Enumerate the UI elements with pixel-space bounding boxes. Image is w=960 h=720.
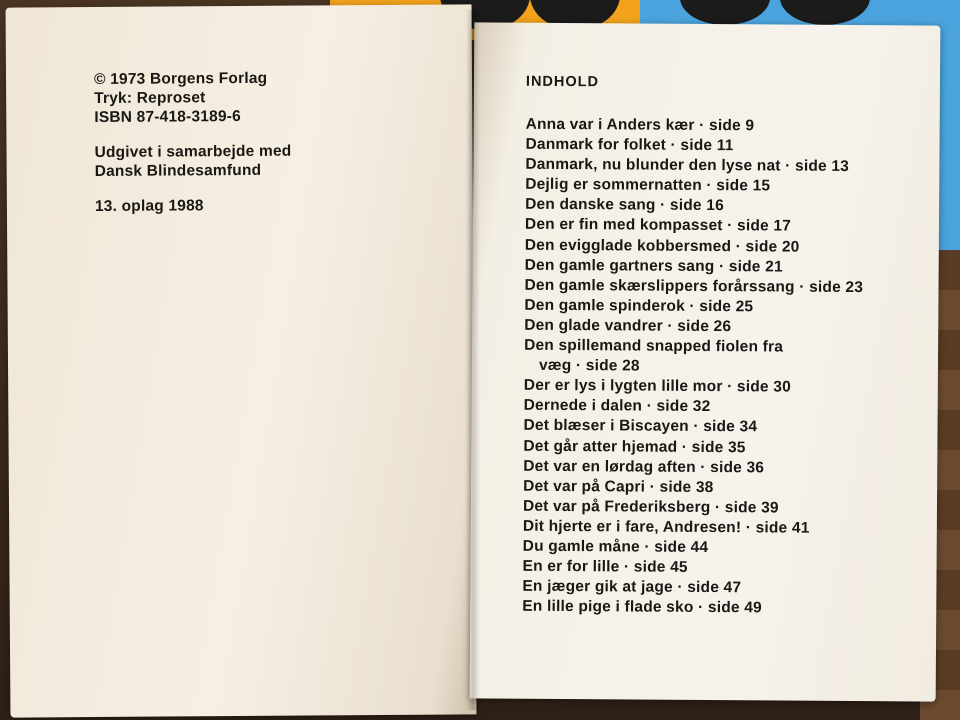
- toc-entry: Den gamle spinderok · side 25: [524, 296, 754, 316]
- toc-entry: Den er fin med kompasset · side 17: [524, 216, 792, 236]
- toc-entry: Det var på Capri · side 38: [523, 477, 714, 496]
- toc-entry: En er for lille · side 45: [522, 557, 688, 576]
- toc-entry: Det var en lørdag aften · side 36: [523, 457, 765, 477]
- toc-entry: Det var på Frederiksberg · side 39: [522, 497, 779, 517]
- toc-entry: En lille pige i flade sko · side 49: [522, 597, 762, 617]
- table-of-contents: [522, 73, 864, 620]
- toc-entry: Danmark for folket · side 11: [525, 135, 734, 155]
- cooperation-line: Udgivet i samarbejde med: [94, 142, 292, 162]
- edition-line: 13. oplag 1988: [94, 197, 204, 216]
- toc-entry: Den evigglade kobbersmed · side 20: [524, 236, 800, 256]
- toc-entry: Du gamle måne · side 44: [522, 537, 709, 556]
- toc-entry: Der er lys i lygten lille mor · side 30: [523, 376, 791, 396]
- toc-heading: INDHOLD: [525, 73, 600, 91]
- imprint-block: [94, 69, 292, 216]
- toc-entry: Dejlig er sommernatten · side 15: [525, 176, 771, 195]
- cooperation-line: Dansk Blindesamfund: [94, 161, 262, 181]
- imprint-line: ISBN 87-418-3189-6: [94, 107, 241, 127]
- toc-entry: Dernede i dalen · side 32: [523, 397, 711, 416]
- toc-entry: Den gamle gartners sang · side 21: [524, 256, 783, 276]
- imprint-line: © 1973 Borgens Forlag: [93, 69, 268, 89]
- toc-entry: Den glade vandrer · side 26: [524, 316, 732, 336]
- toc-entry: Dit hjerte er i fare, Andresen! · side 41: [522, 517, 810, 537]
- book-spine: [466, 10, 480, 710]
- toc-entry: Den danske sang · side 16: [525, 196, 724, 215]
- toc-entry-continued: væg · side 28: [538, 356, 640, 375]
- toc-entry: Det blæser i Biscayen · side 34: [523, 417, 758, 436]
- toc-entry: Det går atter hjemad · side 35: [523, 437, 746, 456]
- toc-entry: Den gamle skærslippers forårssang · side 23: [524, 276, 864, 296]
- toc-entry: Danmark, nu blunder den lyse nat · side 13: [525, 155, 850, 176]
- toc-entry: Anna var i Anders kær · side 9: [525, 115, 755, 135]
- toc-entry: En jæger gik at jage · side 47: [522, 577, 742, 597]
- left-page: [6, 4, 477, 717]
- imprint-line: Tryk: Reproset: [94, 89, 206, 108]
- right-page: [470, 22, 941, 701]
- toc-entry: Den spillemand snapped fiolen fra: [524, 336, 784, 356]
